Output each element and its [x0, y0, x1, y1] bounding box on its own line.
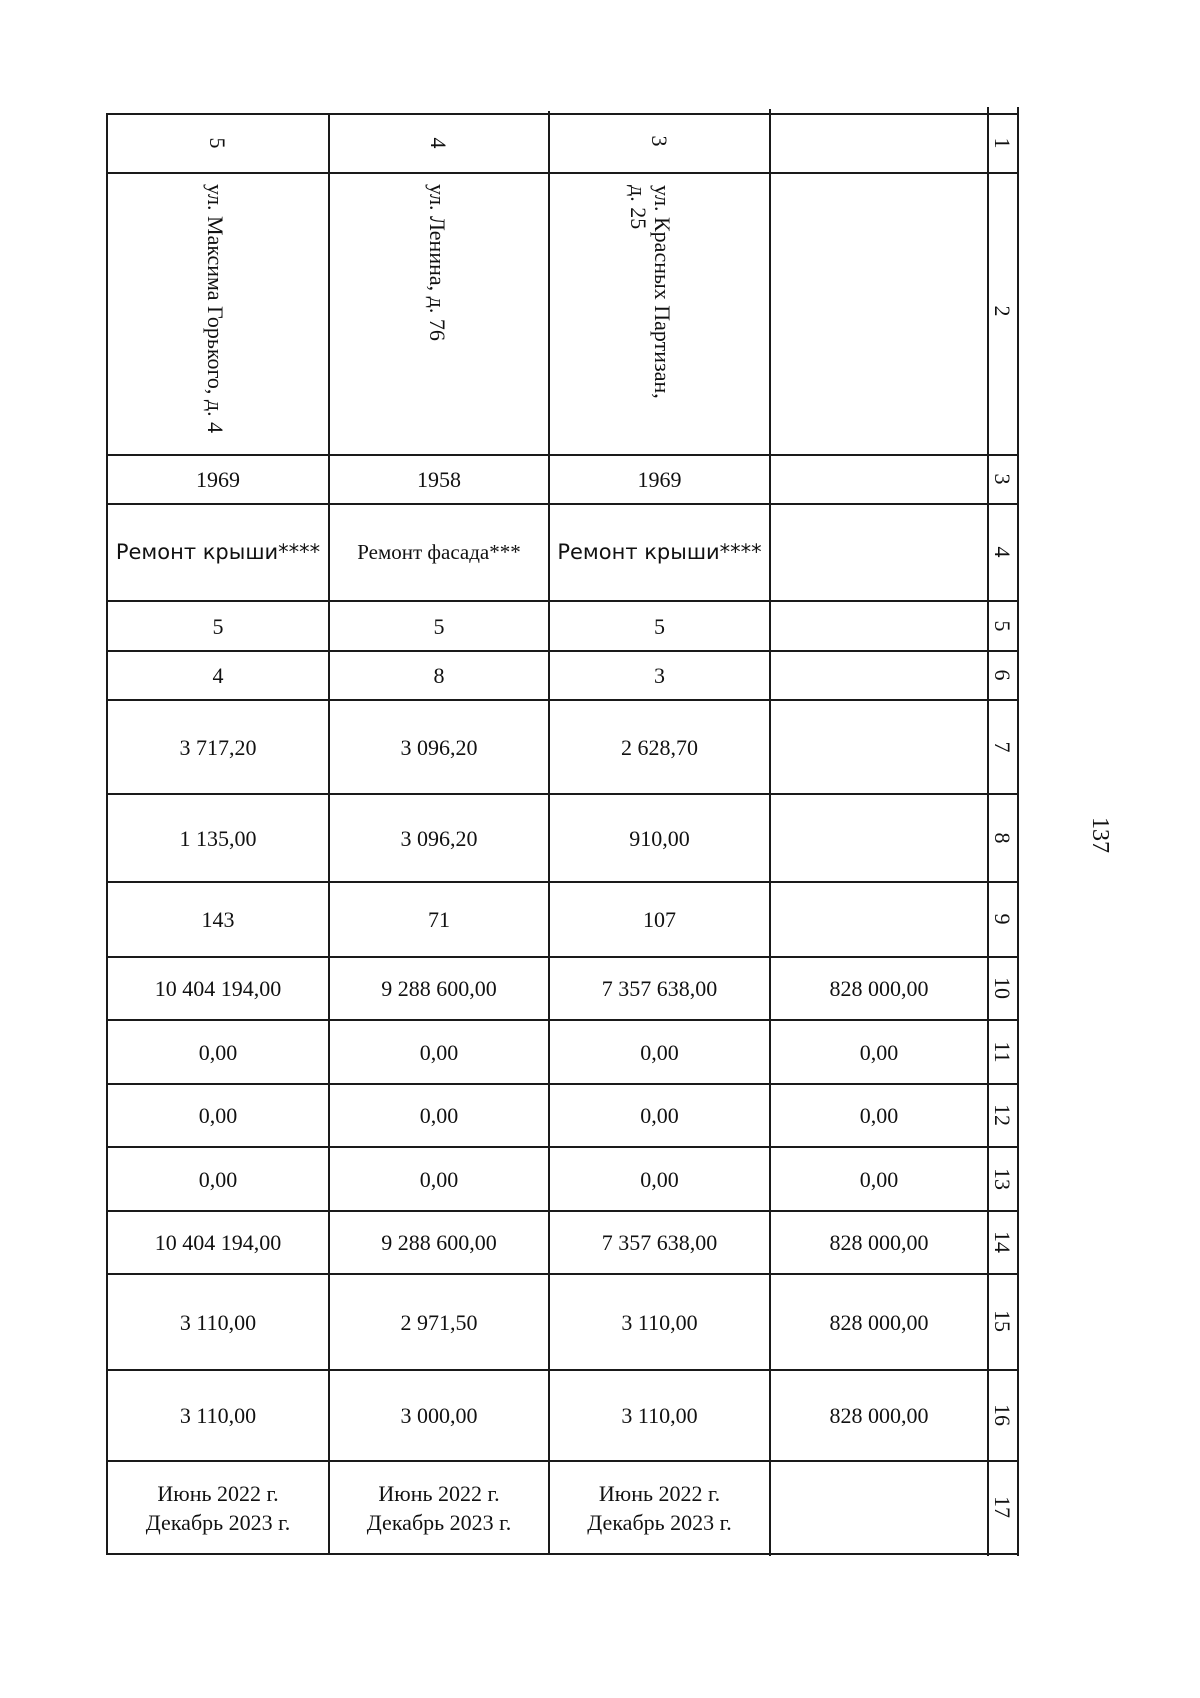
period-end: Декабрь 2023 г.	[587, 1509, 732, 1535]
column-number: 3	[647, 135, 672, 147]
period-cell	[108, 1462, 328, 1553]
table-cell: 3 110,00	[621, 1403, 698, 1428]
table-border	[106, 172, 1019, 174]
table-cell: 5	[433, 613, 445, 639]
index-number: 11	[990, 1041, 1015, 1063]
address-cell	[626, 185, 674, 445]
index-number: 12	[990, 1104, 1015, 1126]
year-cell: 1958	[417, 467, 461, 492]
index-number: 13	[990, 1168, 1015, 1190]
table-cell: 5	[654, 613, 665, 639]
table-cell: 143	[201, 907, 235, 932]
year-cell: 1969	[637, 467, 682, 492]
table-cell: 3 110,00	[179, 1309, 257, 1335]
table-cell: 0,00	[859, 1103, 899, 1128]
period-start: Июнь 2022 г.	[598, 1480, 721, 1506]
table-cell: 3 096,20	[400, 734, 478, 760]
index-number: 17	[990, 1496, 1015, 1518]
index-number: 8	[990, 832, 1015, 844]
table-cell: 1 135,00	[179, 825, 257, 851]
work-type-cell: Ремонт фасада***	[357, 540, 521, 564]
table-cell: 107	[643, 907, 676, 932]
column-number: 5	[205, 137, 230, 149]
index-number: 5	[990, 620, 1015, 632]
table-cell: 0,00	[198, 1039, 238, 1065]
table-cell: 0,00	[859, 1039, 899, 1065]
table-cell: 9 288 600,00	[381, 1230, 497, 1255]
table-cell: 2 971,50	[400, 1309, 478, 1335]
address-cell: ул. Максима Горького, д. 4	[203, 184, 228, 434]
table-border	[1017, 107, 1019, 1556]
address-line: ул. Красных Партизан,	[650, 185, 675, 399]
table-cell: 3 000,00	[400, 1403, 478, 1428]
table-cell: 9 288 600,00	[381, 976, 497, 1001]
index-number: 2	[990, 305, 1015, 317]
table-cell: 8	[433, 663, 445, 688]
period-cell	[550, 1462, 769, 1553]
table-cell: 3 717,20	[179, 734, 257, 760]
table-cell: 4	[212, 663, 224, 688]
index-number: 15	[990, 1310, 1015, 1332]
index-number: 9	[990, 913, 1015, 925]
index-number: 6	[990, 669, 1015, 681]
table-cell: 3 110,00	[621, 1309, 698, 1335]
index-number: 3	[990, 473, 1015, 485]
work-type-cell: Ремонт крыши****	[557, 540, 762, 564]
period-start: Июнь 2022 г.	[378, 1480, 500, 1506]
index-number: 14	[990, 1231, 1015, 1253]
year-cell: 1969	[196, 467, 240, 492]
table-border	[106, 1553, 1019, 1555]
table-border	[106, 113, 1019, 115]
index-number: 4	[990, 546, 1015, 558]
table-cell: 5	[212, 613, 224, 639]
table-cell: 828 000,00	[829, 976, 929, 1001]
table-cell: 0,00	[859, 1166, 899, 1192]
index-number: 10	[990, 977, 1015, 999]
table-cell: 71	[428, 907, 450, 932]
table-cell: 2 628,70	[621, 734, 698, 760]
table-cell: 10 404 194,00	[154, 976, 282, 1001]
table-cell: 0,00	[640, 1166, 679, 1192]
table-cell: 828 000,00	[829, 1403, 929, 1428]
table-cell: 0,00	[419, 1166, 459, 1192]
period-end: Декабрь 2023 г.	[145, 1509, 291, 1535]
table-cell: 7 357 638,00	[601, 1230, 718, 1255]
index-number: 1	[990, 137, 1015, 149]
table-cell: 0,00	[640, 1039, 679, 1065]
address-line: д. 25	[626, 185, 651, 230]
table-cell: 828 000,00	[829, 1309, 929, 1335]
table-cell: 10 404 194,00	[154, 1230, 282, 1255]
table-cell: 0,00	[419, 1039, 459, 1065]
work-type-cell: Ремонт крыши****	[115, 540, 321, 564]
index-number: 7	[990, 741, 1015, 753]
table-cell: 7 357 638,00	[601, 976, 718, 1001]
period-start: Июнь 2022 г.	[157, 1480, 279, 1506]
table-cell: 3 110,00	[179, 1403, 257, 1428]
table-cell: 0,00	[198, 1103, 238, 1128]
period-cell	[330, 1462, 548, 1553]
table-cell: 3	[654, 663, 665, 688]
period-end: Декабрь 2023 г.	[366, 1509, 512, 1535]
table-cell: 0,00	[419, 1103, 459, 1128]
table-cell: 3 096,20	[400, 825, 478, 851]
page-number: 137	[1087, 817, 1113, 853]
table-cell: 828 000,00	[829, 1230, 929, 1255]
column-number: 4	[426, 137, 451, 149]
table-cell: 0,00	[640, 1103, 679, 1128]
index-number: 16	[990, 1404, 1015, 1426]
table-cell: 0,00	[198, 1166, 238, 1192]
address-cell: ул. Ленина, д. 76	[425, 184, 450, 341]
table-cell: 910,00	[629, 825, 690, 851]
